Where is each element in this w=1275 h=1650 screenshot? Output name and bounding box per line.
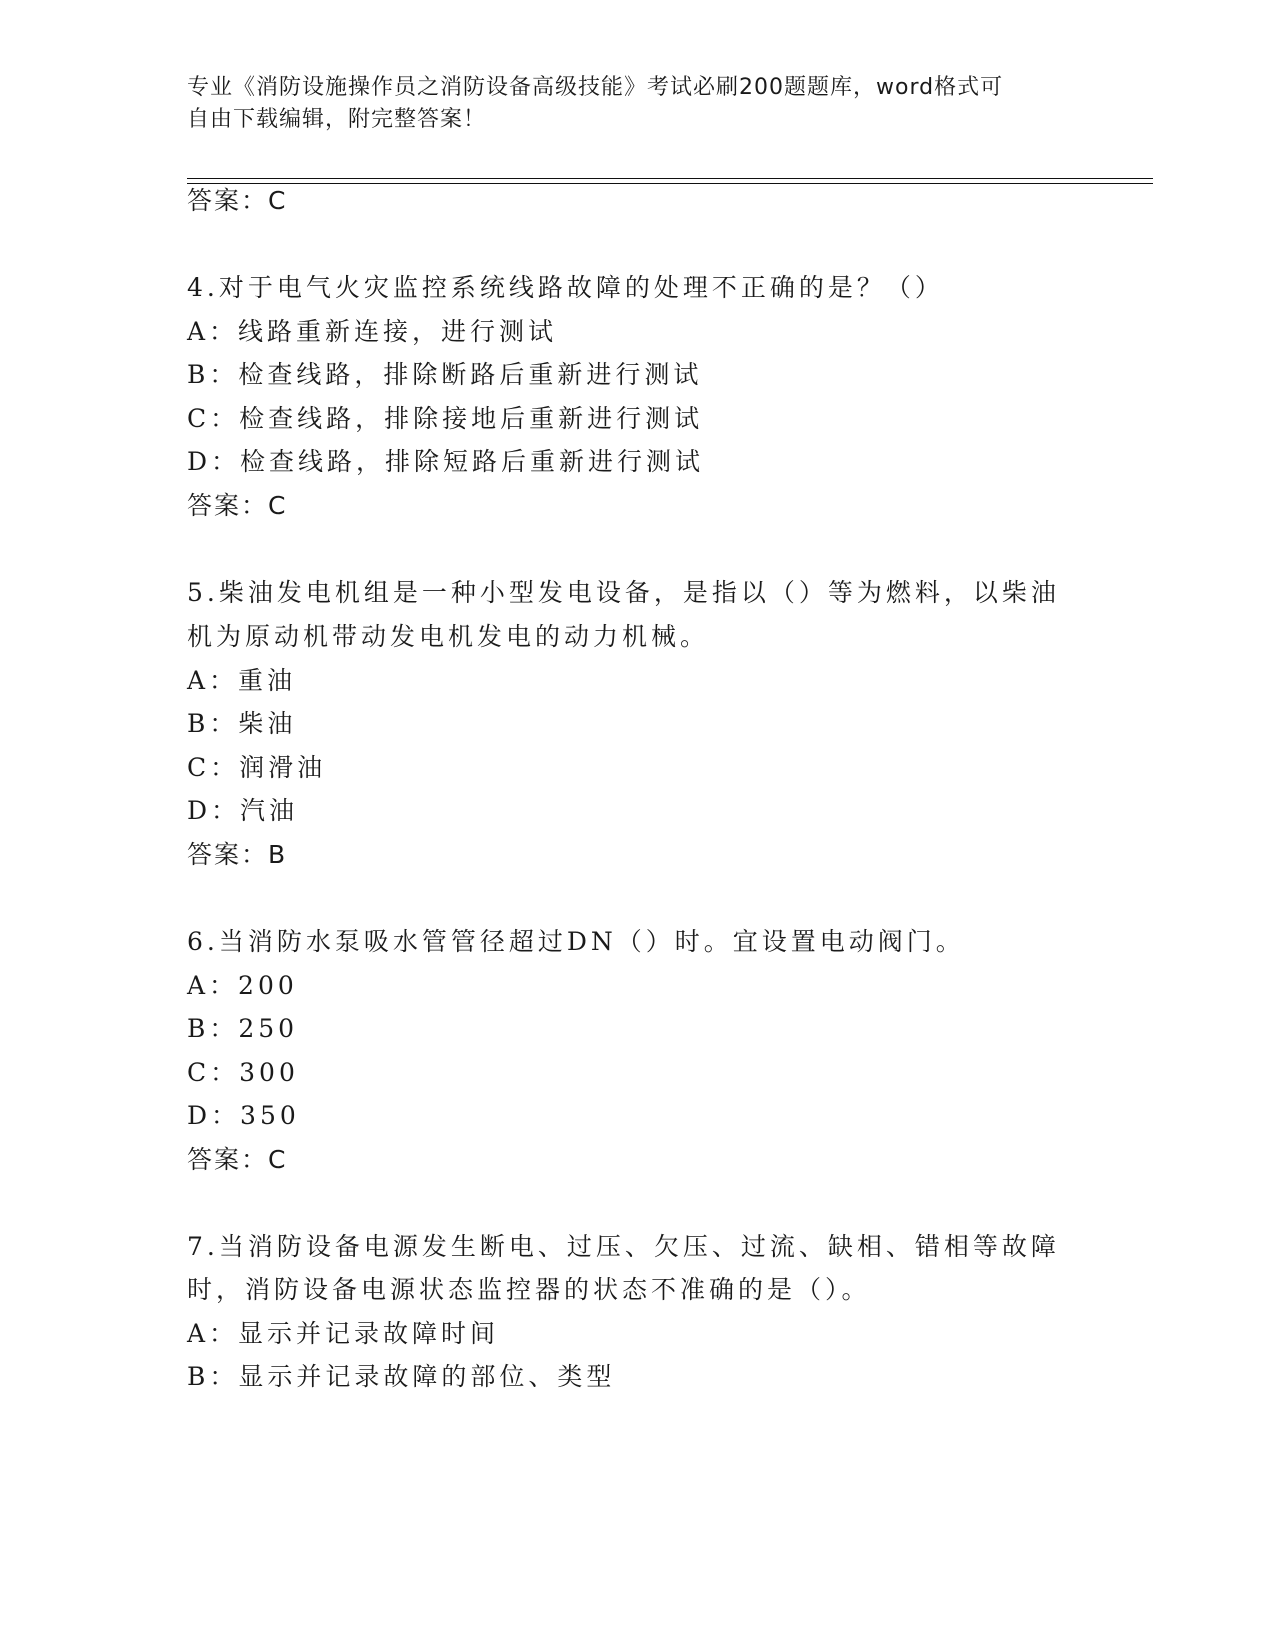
question-6-option-d: D：350 <box>187 1101 300 1130</box>
question-5-stem-line-2: 机为原动机带动发电机发电的动力机械。 <box>187 622 710 651</box>
question-4-option-b: B：检查线路，排除断路后重新进行测试 <box>187 360 703 389</box>
question-4-answer: 答案：C <box>187 491 288 520</box>
question-6-option-a: A：200 <box>187 971 298 1000</box>
page-header <box>187 72 1067 136</box>
question-5-option-b: B：柴油 <box>187 709 297 738</box>
question-5-option-a: A：重油 <box>187 666 297 695</box>
question-7-stem-line-2: 时，消防设备电源状态监控器的状态不准确的是（）。 <box>187 1275 871 1304</box>
question-4-stem: 4.对于电气火灾监控系统线路故障的处理不正确的是？（） <box>187 273 944 302</box>
question-6-stem: 6.当消防水泵吸水管管径超过DN（）时。宜设置电动阀门。 <box>187 927 965 956</box>
question-5-option-d: D：汽油 <box>187 796 299 825</box>
question-6-answer: 答案：C <box>187 1145 288 1174</box>
header-rule-bottom <box>187 183 1153 184</box>
question-7-option-a: A：显示并记录故障时间 <box>187 1319 500 1348</box>
question-4-option-c: C：检查线路，排除接地后重新进行测试 <box>187 404 704 433</box>
question-6-option-c: C：300 <box>187 1058 299 1087</box>
question-4-option-d: D：检查线路，排除短路后重新进行测试 <box>187 447 705 476</box>
question-5-answer: 答案：B <box>187 840 288 869</box>
question-7-option-b: B：显示并记录故障的部位、类型 <box>187 1362 616 1391</box>
header-line-1: 专业《消防设施操作员之消防设备高级技能》考试必刷200题题库，word格式可 <box>187 75 1004 100</box>
question-7-stem-line-1: 7.当消防设备电源发生断电、过压、欠压、过流、缺相、错相等故障 <box>187 1232 1060 1261</box>
header-line-2: 自由下载编辑，附完整答案！ <box>187 107 487 132</box>
answer-q3: 答案：C <box>187 186 288 215</box>
question-5-stem-line-1: 5.柴油发电机组是一种小型发电设备，是指以（）等为燃料，以柴油 <box>187 578 1060 607</box>
question-6-option-b: B：250 <box>187 1014 299 1043</box>
question-4-option-a: A：线路重新连接，进行测试 <box>187 317 558 346</box>
header-rule-top <box>187 178 1153 179</box>
question-5-option-c: C：润滑油 <box>187 753 327 782</box>
